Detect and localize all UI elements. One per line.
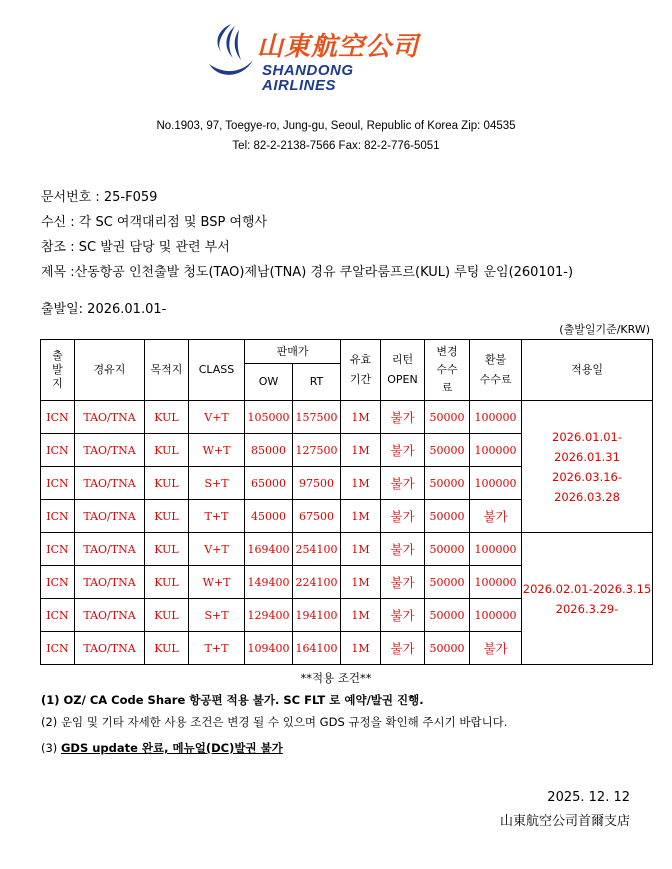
- cell-rt: 97500: [293, 467, 341, 500]
- swirl-logo-icon: [205, 20, 257, 82]
- cell-ow: 129400: [245, 599, 293, 632]
- cell-via: TAO/TNA: [75, 401, 145, 434]
- cell-ow: 149400: [245, 566, 293, 599]
- cell-via: TAO/TNA: [75, 599, 145, 632]
- cell-via: TAO/TNA: [75, 566, 145, 599]
- cell-class: S+T: [189, 467, 245, 500]
- cell-rt: 194100: [293, 599, 341, 632]
- cell-open: 불가: [381, 599, 425, 632]
- cell-open: 불가: [381, 632, 425, 665]
- logo-chinese-name: 山東航空公司: [257, 32, 420, 62]
- currency-basis: (출발일기준/KRW): [559, 323, 650, 336]
- cell-dest: KUL: [145, 566, 189, 599]
- cell-dest: KUL: [145, 632, 189, 665]
- company-logo: [205, 18, 467, 96]
- departure-date: 출발일: 2026.01.01-: [41, 302, 167, 317]
- cell-validity: 1M: [341, 566, 381, 599]
- cell-ow: 85000: [245, 434, 293, 467]
- cell-change: 50000: [425, 533, 470, 566]
- cell-origin: ICN: [41, 566, 75, 599]
- header-refund-fee: 환불 수수료: [470, 340, 522, 401]
- cell-rt: 224100: [293, 566, 341, 599]
- cell-rt: 164100: [293, 632, 341, 665]
- cell-via: TAO/TNA: [75, 632, 145, 665]
- cell-dest: KUL: [145, 500, 189, 533]
- cell-via: TAO/TNA: [75, 434, 145, 467]
- cell-ow: 169400: [245, 533, 293, 566]
- cell-open: 불가: [381, 467, 425, 500]
- reference: 참조 : SC 발권 담당 및 관련 부서: [41, 240, 230, 255]
- cell-ow: 105000: [245, 401, 293, 434]
- cell-refund: 불가: [470, 632, 522, 665]
- doc-number: 문서번호 : 25-F059: [41, 190, 158, 205]
- cell-origin: ICN: [41, 599, 75, 632]
- cell-validity: 1M: [341, 632, 381, 665]
- header-rt: RT: [293, 364, 341, 401]
- cell-open: 불가: [381, 500, 425, 533]
- header-validity: 유효 기간: [341, 340, 381, 401]
- cell-change: 50000: [425, 599, 470, 632]
- cell-via: TAO/TNA: [75, 533, 145, 566]
- signature: 山東航空公司首爾支店: [499, 814, 630, 829]
- cell-validity: 1M: [341, 533, 381, 566]
- condition-1: (1) OZ/ CA Code Share 항공편 적용 불가. SC FLT 로 예약/발권 진행.: [41, 693, 424, 707]
- cell-rt: 157500: [293, 401, 341, 434]
- cell-via: TAO/TNA: [75, 500, 145, 533]
- cell-origin: ICN: [41, 533, 75, 566]
- cell-class: V+T: [189, 533, 245, 566]
- company-address: No.1903, 97, Toegye-ro, Jung-gu, Seoul, Republic of Korea Zip: 04535: [156, 120, 516, 132]
- cell-dest: KUL: [145, 467, 189, 500]
- cell-change: 50000: [425, 401, 470, 434]
- cell-origin: ICN: [41, 434, 75, 467]
- condition-3-prefix: (3): [41, 741, 61, 755]
- logo-english-line2: AIRLINES: [262, 77, 337, 94]
- cell-validity: 1M: [341, 467, 381, 500]
- cell-origin: ICN: [41, 467, 75, 500]
- cell-via: TAO/TNA: [75, 467, 145, 500]
- cell-validity: 1M: [341, 500, 381, 533]
- period-group2-line1: 2026.02.01-2026.3.15: [522, 581, 652, 596]
- cell-origin: ICN: [41, 500, 75, 533]
- header-sale-price: 판매가: [245, 340, 341, 364]
- header-via: 경유지: [75, 340, 145, 401]
- cell-rt: 127500: [293, 434, 341, 467]
- recipient: 수신 : 각 SC 여객대리점 및 BSP 여행사: [41, 215, 268, 230]
- cell-dest: KUL: [145, 434, 189, 467]
- issue-date: 2025. 12. 12: [547, 790, 630, 805]
- cell-change: 50000: [425, 566, 470, 599]
- header-change-fee: 변경 수수 료: [425, 340, 470, 401]
- period-group1-line2: 2026.03.16-2026.03.28: [552, 469, 623, 504]
- cell-dest: KUL: [145, 401, 189, 434]
- subject: 제목 :산동항공 인천출발 청도(TAO)제남(TNA) 경유 쿠알라룸프르(KUL) 루팅 운임(260101-): [41, 265, 574, 280]
- cell-class: T+T: [189, 500, 245, 533]
- cell-validity: 1M: [341, 599, 381, 632]
- cell-rt: 67500: [293, 500, 341, 533]
- header-origin: 출 발 지: [41, 340, 75, 401]
- cell-rt: 254100: [293, 533, 341, 566]
- condition-2: (2) 운임 및 기타 자세한 사용 조건은 변경 될 수 있으며 GDS 규정을 확인해 주시기 바랍니다.: [41, 715, 508, 729]
- header-ow: OW: [245, 364, 293, 401]
- cell-period-group1: [522, 401, 653, 533]
- cell-validity: 1M: [341, 401, 381, 434]
- cell-refund: 100000: [470, 566, 522, 599]
- header-class: CLASS: [189, 340, 245, 401]
- company-phone: Tel: 82-2-2138-7566 Fax: 82-2-776-5051: [232, 140, 440, 152]
- period-group2-line2: 2026.3.29-: [555, 601, 619, 616]
- cell-open: 불가: [381, 401, 425, 434]
- cell-refund: 100000: [470, 599, 522, 632]
- cell-ow: 65000: [245, 467, 293, 500]
- cell-refund: 100000: [470, 467, 522, 500]
- cell-ow: 45000: [245, 500, 293, 533]
- table-row: [41, 533, 653, 566]
- conditions-title: **적용 조건**: [300, 671, 372, 685]
- cell-origin: ICN: [41, 632, 75, 665]
- cell-open: 불가: [381, 434, 425, 467]
- cell-class: S+T: [189, 599, 245, 632]
- cell-validity: 1M: [341, 434, 381, 467]
- cell-refund: 100000: [470, 401, 522, 434]
- cell-class: T+T: [189, 632, 245, 665]
- cell-ow: 109400: [245, 632, 293, 665]
- cell-origin: ICN: [41, 401, 75, 434]
- cell-class: W+T: [189, 434, 245, 467]
- header-period: 적용일: [522, 340, 653, 401]
- condition-3: [41, 740, 283, 756]
- cell-change: 50000: [425, 434, 470, 467]
- cell-class: W+T: [189, 566, 245, 599]
- cell-open: 불가: [381, 566, 425, 599]
- cell-refund: 불가: [470, 500, 522, 533]
- period-group1-line1: 2026.01.01-2026.01.31: [552, 429, 623, 464]
- table-row: [41, 401, 653, 434]
- condition-3-text: GDS update 완료, 메뉴얼(DC)발권 불가: [60, 741, 283, 755]
- logo-english-line1: SHANDONG: [262, 62, 354, 79]
- header-return-open: 리턴 OPEN: [381, 340, 425, 401]
- cell-period-group2: [522, 533, 653, 665]
- cell-dest: KUL: [145, 599, 189, 632]
- cell-change: 50000: [425, 500, 470, 533]
- cell-dest: KUL: [145, 533, 189, 566]
- fare-table: [40, 339, 653, 665]
- cell-refund: 100000: [470, 533, 522, 566]
- header-dest: 목적지: [145, 340, 189, 401]
- cell-change: 50000: [425, 632, 470, 665]
- cell-class: V+T: [189, 401, 245, 434]
- cell-refund: 100000: [470, 434, 522, 467]
- cell-open: 불가: [381, 533, 425, 566]
- cell-change: 50000: [425, 467, 470, 500]
